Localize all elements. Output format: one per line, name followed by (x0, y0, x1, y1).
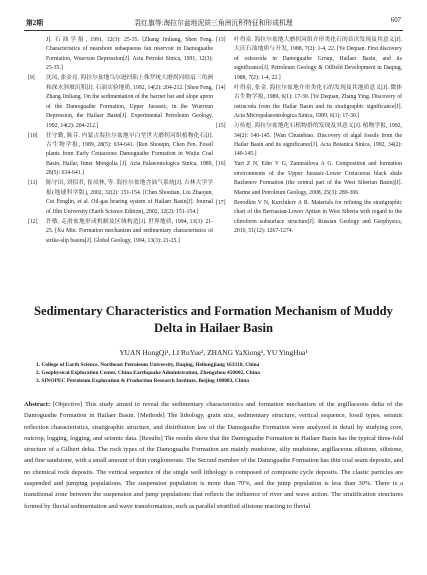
reference-text: 沈凤, 张金亮. 海拉尔盆地乌尔逊凹陷上侏罗统大磨拐河组扇三角洲和深水斜坡沉积[J]. 石油实验地质, 1992, 14(2): 204-212. [Shen Feng, Zhang Jinliang. On the sedimentation of the barrier bar and slope apron of the Damoguaihe Formation, Upper Jurassic, in the Wuerxun Depression, the Hailaer Basin[J]. Experimental Petroleum Geology, 1992, 14(2): 204-212.] (46, 75, 213, 129)
reference-text: 叶得泉. 海拉尔盆地大磨拐河组介形类化石的首次发现及其意义[J]. 大庆石油地质与开发, 1988, 7(2): 1-4, 22. [Ye Dequan. First discovery of ostracoda in Damoguaihe Group, Hailaer Basin, and its significance[J]. Petroleum Geology & Oilfield Development in Daqing, 1988, 7(2): 1-4, 22.] (234, 37, 402, 81)
reference-entry (216, 160, 402, 198)
reference-number: [17] (216, 199, 226, 206)
reference-entry (216, 199, 402, 237)
affiliation: 3. SINOPEC Petroleum Exploration & Production Research Institute, Beijing 100083, China (36, 378, 250, 385)
reference-number: [16] (216, 161, 226, 168)
reference-entry (28, 218, 213, 246)
reference-text: J]. 石油学报, 1991, 12(3): 25-35. [Zhang Jinliang, Shen Feng. Characteristics of nearshore subaqueous fan reservoir in Damoguaihe Formation, Wuerxun Depression[J]. Acta Petrolei Sinica, 1991, 12(3): 25-35.] (46, 37, 213, 72)
affiliation: 2. Geophysical Exploration Center, China Earthquake Administration, Zhengzhou 450002, China (36, 370, 260, 377)
reference-text: 叶得泉, 张金. 海拉尔盆地介形类化石的发现及其地质意义[J]. 微体古生物学报, 1989, 6(1): 17-30. [Ye Dequan, Zhang Ying. Discovery of ostracoda from the Hailar Basin and its stratigraphic significance[J]. Acta Micropalaeontologica Sinica, 1989, 6(1): 17-30.] (234, 84, 402, 120)
abstract-label: Abstract: (24, 401, 51, 408)
reference-entry (216, 36, 402, 83)
issue-number: 第2期 (26, 20, 43, 27)
reference-entry (216, 84, 402, 122)
page-number: 607 (390, 17, 401, 24)
reference-number: [14] (216, 84, 226, 91)
affiliation: 1. College of Earth Science, Northeast Petroleum University, Daqing, Heilongjiang 163318, China (36, 362, 260, 368)
reference-entry (28, 74, 213, 131)
references-left-column (28, 36, 213, 246)
reference-text: 许敏. 走滑盆地形成机制及区域构造[J]. 世界地质, 1994, 13(3): 21-25. [Xu Min. Formation mechanism and sedimentary characteristics of strike-slip basins[J]. Global Geology, 1994, 13(3): 21-25.] (46, 218, 213, 244)
reference-number: [9] (28, 75, 35, 82)
reference-number: [10] (28, 132, 38, 139)
header-rule (24, 30, 403, 31)
reference-text: 任守勤, 陈芬. 内蒙古海拉尔盆地早白垩世大磨拐河组植物化石[J]. 古生物学报, 1989, 28(5): 634-641. [Ren Shouqin, Chen Fen. Fossil plants from Early Cretaceous Damoguaihe Formation in Wujiu Coal Basin, Hailar, Inner Mongolia [J]. Acta Palaeontologica Sinica, 1989, 28(5): 634-641.] (46, 132, 213, 177)
reference-text: Yuri Z N, Eder V G, Zamirailova A G. Composition and formation environments of the Upper Jurassic-Lower Cretaceous black shale Bazhenov Formation (the central part of the West Siberian Basin)[J]. Marine and Petroleum Geology, 2008, 25(3): 289-306. (234, 161, 402, 196)
affiliations (36, 361, 403, 385)
reference-entry (28, 132, 213, 179)
reference-text: Borodkin V N, Kurchikov A R. Materials for refining the stratigraphic chart of the Berriasian-Lower Aptian in West Siberia with regard to the clinoform subsurface structure[J]. Russian Geology and Geophysics, 2010, 51(12): 1267-1274. (234, 199, 402, 235)
abstract-text: [Objective] This study aimed to reveal the sedimentary characteristics and formation mechanism of the argillaceous delta of the Damoguaihe Formation in Hailaer Basin. [Methods] The lithology, grain size, sedimentary structure, vertical sequence, fossil types, seismic reflection characteristics, stratigraphic structure, and distribution law of the Damoguaihe Formation were analyzed in detail by studying core, outcrop, logging, logging, and seismic data. [Results] The results show that the Damoguaihe Formation in Hailaer Basin has the typical three-fold structure of a Gilbert delta. The rock types of the Damoguaihe Formation are mainly mudstone, silty mudstone, argillaceous siltstone, siltstone, and fine sandstone, with a small amount of thin conglomerate. The Second member of the Damoguaihe Formation has thin coal seam deposits, and no chemical rock deposits. The vertical sequence of the single well lithology is composed of composite cycle deposits. The clastic particles are suspended and jumping populations. The suspension population is more than 70%, and the jump population is less than 30%. There is a transitional zone between the suspension and jump populations that reflects the influence of river and wave action. The stratification structures formed by fluvial sedimentation and wave transformation, such as parallel stratified siltstone reacting to fluvial (24, 401, 403, 510)
article-title: Sedimentary Characteristics and Formation Mechanism of Muddy Delta in Hailaer Basin (34, 304, 393, 336)
reference-entry (216, 122, 402, 160)
reference-text: 万传彪. 海拉尔盆地化石植物群的发现及其意义[J]. 植物学报, 1992, 34(2): 140-145. [Wan Chuanbiao. Discovery of algal fossils from the Hailar Basin and its significance[J]. Acta Botanica Sinica, 1992, 34(2): 140-145.] (234, 123, 402, 158)
reference-entry (28, 36, 213, 74)
references-right-column (216, 36, 402, 237)
reference-number: [15] (216, 123, 226, 130)
reference-entry (28, 179, 213, 217)
running-title: 袁红旗等:海拉尔盆地泥质三角洲沉积特征和形成机理 (134, 20, 293, 27)
reference-number: [13] (216, 37, 226, 43)
abstract (24, 399, 403, 512)
author-list: YUAN HongQi¹, LI RuYue³, ZHANG YaXiong³, YU YingHua¹ (119, 348, 308, 357)
reference-number: [12] (28, 218, 38, 225)
running-header (24, 14, 403, 28)
reference-number: [11] (28, 180, 38, 187)
reference-text: 陈守田, 刘招君, 崔凤林, 等. 海拉尔盆地含油气系统[J]. 吉林大学学报(地球科学版), 2002, 32(2): 151-154. [Chen Shoutian, Liu Zhaojun, Cui Fenglin, et al. Oil-gas bearing system of Hailaer Basin[J]. Journal of Jilin University (Earth Science Edition), 2002, 32(2): 151-154.] (46, 180, 213, 215)
